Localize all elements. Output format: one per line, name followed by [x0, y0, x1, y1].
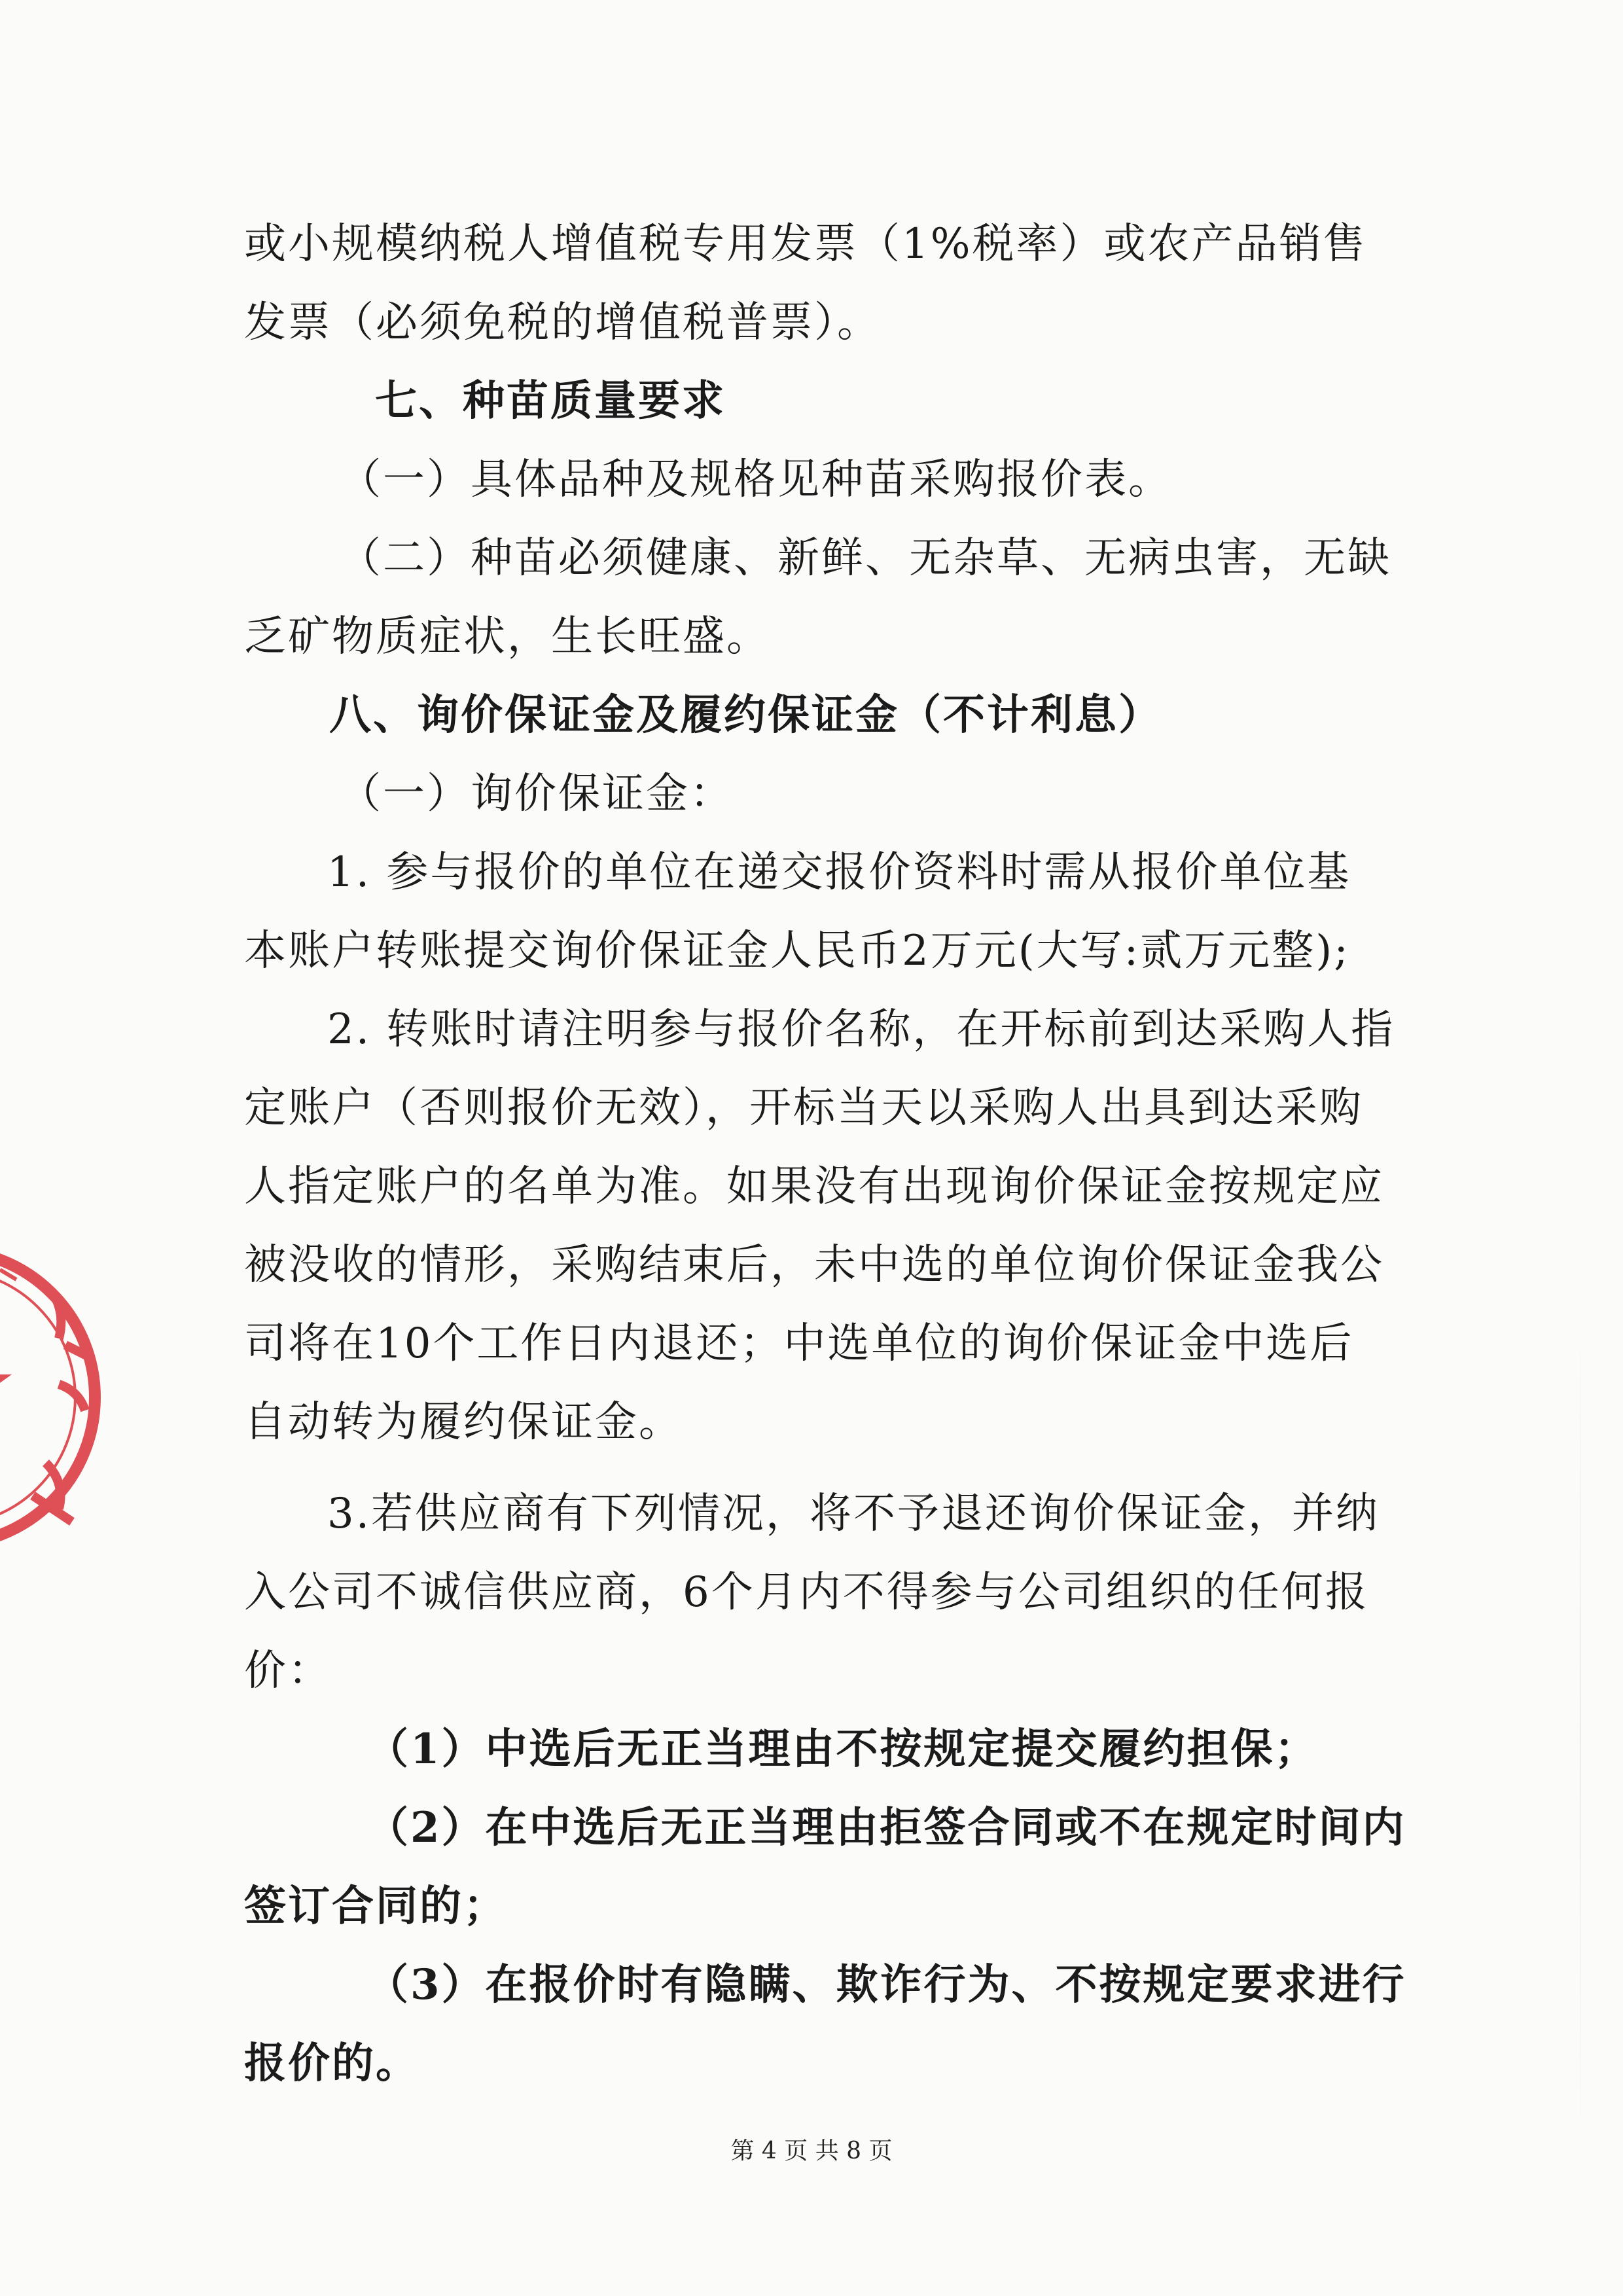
paragraph-line: 发票（必须免税的增值税普票）。 — [244, 298, 881, 347]
scan-edge-shadow — [1580, 1309, 1581, 2160]
paragraph-line: 或小规模纳税人增值税专用发票（1%税率）或农产品销售 — [244, 220, 1367, 268]
paragraph-line: 本账户转账提交询价保证金人民币2万元(大写:贰万元整); — [244, 927, 1350, 975]
paragraph-line: （二）种苗必须健康、新鲜、无杂草、无病虫害，无缺 — [339, 534, 1391, 583]
sub-heading: （一）询价保证金： — [339, 770, 734, 818]
list-item: 报价的。 — [244, 2039, 419, 2088]
page-number: 第 4 页 共 8 页 — [730, 2138, 893, 2164]
paragraph-line: 入公司不诚信供应商，6个月内不得参与公司组织的任何报 — [244, 1568, 1369, 1617]
list-item: （1）中选后无正当理由不按规定提交履约担保； — [366, 1725, 1319, 1774]
paragraph-line: 被没收的情形，采购结束后，未中选的单位询价保证金我公 — [244, 1241, 1384, 1289]
list-item: 签订合同的； — [244, 1882, 507, 1931]
paragraph-line: 自动转为履约保证金。 — [244, 1398, 683, 1446]
paragraph-line: （一）具体品种及规格见种苗采购报价表。 — [339, 456, 1172, 504]
paragraph-line: 1. 参与报价的单位在递交报价资料时需从报价单位基 — [327, 848, 1351, 897]
list-item: （3）在报价时有隐瞒、欺诈行为、不按规定要求进行 — [366, 1960, 1406, 2009]
paragraph-line: 司将在10个工作日内退还；中选单位的询价保证金中选后 — [244, 1319, 1354, 1368]
list-item: （2）在中选后无正当理由拒签合同或不在规定时间内 — [366, 1803, 1406, 1852]
company-seal-stamp — [0, 1214, 111, 1581]
paragraph-line: 乏矿物质症状，生长旺盛。 — [244, 613, 770, 661]
paragraph-line: 价： — [244, 1647, 332, 1695]
paragraph-line: 人指定账户的名单为准。如果没有出现询价保证金按规定应 — [244, 1162, 1384, 1211]
paragraph-line: 2. 转账时请注明参与报价名称，在开标前到达采购人指 — [327, 1005, 1395, 1054]
section-heading-7: 七、种苗质量要求 — [375, 377, 726, 425]
paragraph-line: 定账户（否则报价无效），开标当天以采购人出具到达采购 — [244, 1084, 1363, 1132]
paragraph-line: 3.若供应商有下列情况，将不予退还询价保证金，并纳 — [327, 1490, 1380, 1538]
section-heading-8: 八、询价保证金及履约保证金（不计利息） — [329, 691, 1162, 740]
